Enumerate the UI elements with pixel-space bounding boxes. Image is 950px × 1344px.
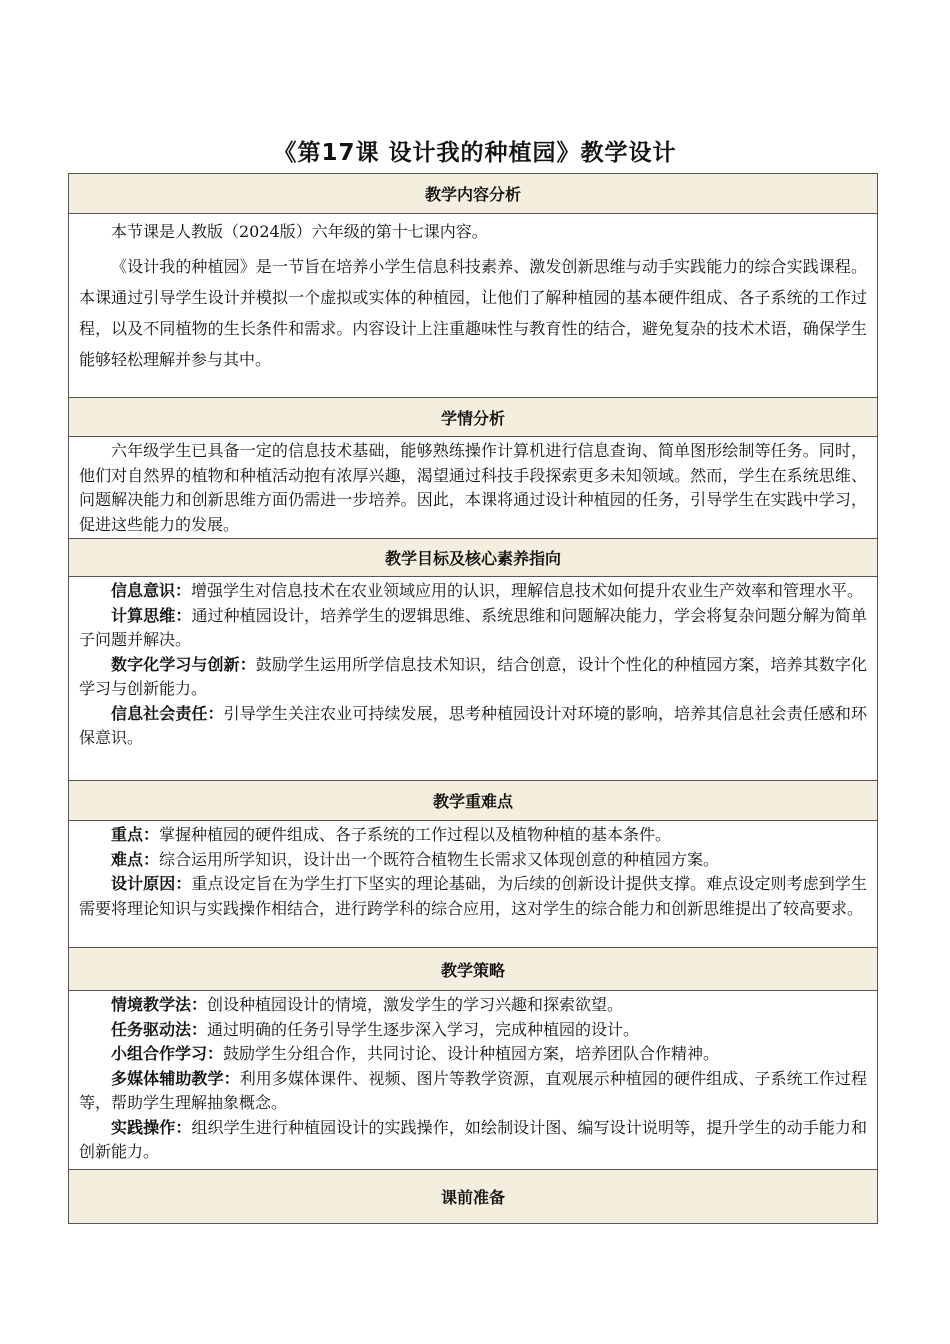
- paragraph-text: 增强学生对信息技术在农业领域应用的认识，理解信息技术如何提升农业生产效率和管理水平。: [191, 581, 864, 600]
- paragraph-label: 实践操作：: [111, 1117, 192, 1137]
- section-heading-objectives: 教学目标及核心素养指向: [69, 539, 878, 577]
- paragraph: [79, 653, 867, 702]
- section-body-row: [69, 577, 878, 781]
- section-body-strategies: [69, 991, 878, 1170]
- paragraph-label: 设计原因：: [111, 874, 192, 893]
- paragraph-text: 本节课是人教版（2024版）六年级的第十七课内容。: [111, 222, 488, 241]
- paragraph-label: 情境教学法：: [111, 995, 208, 1014]
- paragraph-text: 鼓励学生运用所学信息技术知识，结合创意，设计个性化的种植园方案，培养其数字化学习与创新能力。: [79, 654, 867, 698]
- paragraph: [79, 1018, 867, 1043]
- paragraph-text: 六年级学生已具备一定的信息技术基础，能够熟练操作计算机进行信息查询、简单图形绘制等任务。同时，他们对自然界的植物和种植活动抱有浓厚兴趣，渴望通过科技手段探索更多未知领域。然而，学生在系统思维、问题解决能力和创新思维方面仍需进一步培养。因此，本课将通过设计种植园的任务，引导学生在实践中学习，促进这些能力的发展。: [79, 441, 867, 534]
- section-body-row: [69, 991, 878, 1170]
- paragraph: [79, 1067, 867, 1116]
- paragraph-text: 创设种植园设计的情境，激发学生的学习兴趣和探索欲望。: [207, 995, 624, 1014]
- section-header-row: [69, 398, 878, 437]
- paragraph-text: 掌握种植园的硬件组成、各子系统的工作过程以及植物种植的基本条件。: [159, 825, 672, 844]
- paragraph: [79, 702, 867, 751]
- section-heading-student-analysis: 学情分析: [69, 398, 878, 437]
- paragraph: [79, 1116, 867, 1165]
- section-body-row: [69, 821, 878, 948]
- paragraph-label: 小组合作学习：: [111, 1044, 224, 1063]
- section-body-content-analysis: [69, 214, 878, 398]
- paragraph: [79, 579, 867, 604]
- section-heading-key-points: 教学重难点: [69, 781, 878, 821]
- section-heading-strategies: 教学策略: [69, 948, 878, 991]
- section-body-objectives: [69, 577, 878, 781]
- paragraph: [79, 872, 867, 921]
- paragraph-text: 综合运用所学知识，设计出一个既符合植物生长需求又体现创意的种植园方案。: [159, 849, 720, 869]
- paragraph-text: 鼓励学生分组合作，共同讨论、设计种植园方案，培养团队合作精神。: [223, 1044, 720, 1063]
- paragraph-label: 多媒体辅助教学：: [111, 1068, 240, 1088]
- paragraph-label: 难点：: [111, 849, 160, 869]
- section-header-row: [69, 781, 878, 821]
- section-header-row: [69, 174, 878, 214]
- paragraph-text: 组织学生进行种植园设计的实践操作，如绘制设计图、编写设计说明等，提升学生的动手能力和创新能力。: [79, 1117, 867, 1161]
- lesson-plan-table: [68, 173, 878, 1224]
- section-heading-content-analysis: 教学内容分析: [69, 174, 878, 214]
- paragraph-text: 通过种植园设计，培养学生的逻辑思维、系统思维和问题解决能力，学会将复杂问题分解为简单子问题并解决。: [79, 605, 867, 649]
- paragraph-label: 计算思维：: [111, 605, 192, 625]
- paragraph-label: 数字化学习与创新：: [111, 654, 256, 674]
- section-heading-preparation: 课前准备: [69, 1170, 878, 1224]
- paragraph-label: 任务驱动法：: [111, 1019, 208, 1039]
- section-body-student-analysis: [69, 437, 878, 539]
- document-title: 《第17课 设计我的种植园》教学设计: [273, 140, 677, 166]
- paragraph-label: 重点：: [111, 825, 160, 844]
- paragraph: [79, 848, 867, 873]
- paragraph-text: 通过明确的任务引导学生逐步深入学习，完成种植园的设计。: [207, 1019, 640, 1039]
- section-header-row: [69, 1170, 878, 1224]
- paragraph: [79, 439, 867, 537]
- paragraph: [79, 604, 867, 653]
- section-header-row: [69, 948, 878, 991]
- paragraph-text: 《设计我的种植园》是一节旨在培养小学生信息科技素养、激发创新思维与动手实践能力的综合实践课程。本课通过引导学生设计并模拟一个虚拟或实体的种植园，让他们了解种植园的基本硬件组成、各子系统的工作过程，以及不同植物的生长条件和需求。内容设计上注重趣味性与教育性的结合，避免复杂的技术术语，确保学生能够轻松理解并参与其中。: [79, 257, 867, 369]
- paragraph: [79, 1042, 867, 1067]
- section-header-row: [69, 539, 878, 577]
- paragraph-label: 信息社会责任：: [111, 703, 224, 723]
- paragraph: [79, 993, 867, 1018]
- section-body-key-points: [69, 821, 878, 948]
- paragraph-text: 利用多媒体课件、视频、图片等教学资源，直观展示种植园的硬件组成、子系统工作过程等，帮助学生理解抽象概念。: [79, 1068, 867, 1112]
- paragraph: [79, 216, 867, 247]
- section-body-row: [69, 214, 878, 398]
- paragraph: [79, 823, 867, 848]
- paragraph-text: 重点设定旨在为学生打下坚实的理论基础，为后续的创新设计提供支撑。难点设定则考虑到学生需要将理论知识与实践操作相结合，进行跨学科的综合应用，这对学生的综合能力和创新思维提出了较高要求。: [79, 874, 867, 918]
- section-body-row: [69, 437, 878, 539]
- paragraph-text: 引导学生关注农业可持续发展，思考种植园设计对环境的影响，培养其信息社会责任感和环保意识。: [79, 703, 867, 747]
- paragraph: [79, 251, 867, 375]
- paragraph-label: 信息意识：: [111, 581, 192, 600]
